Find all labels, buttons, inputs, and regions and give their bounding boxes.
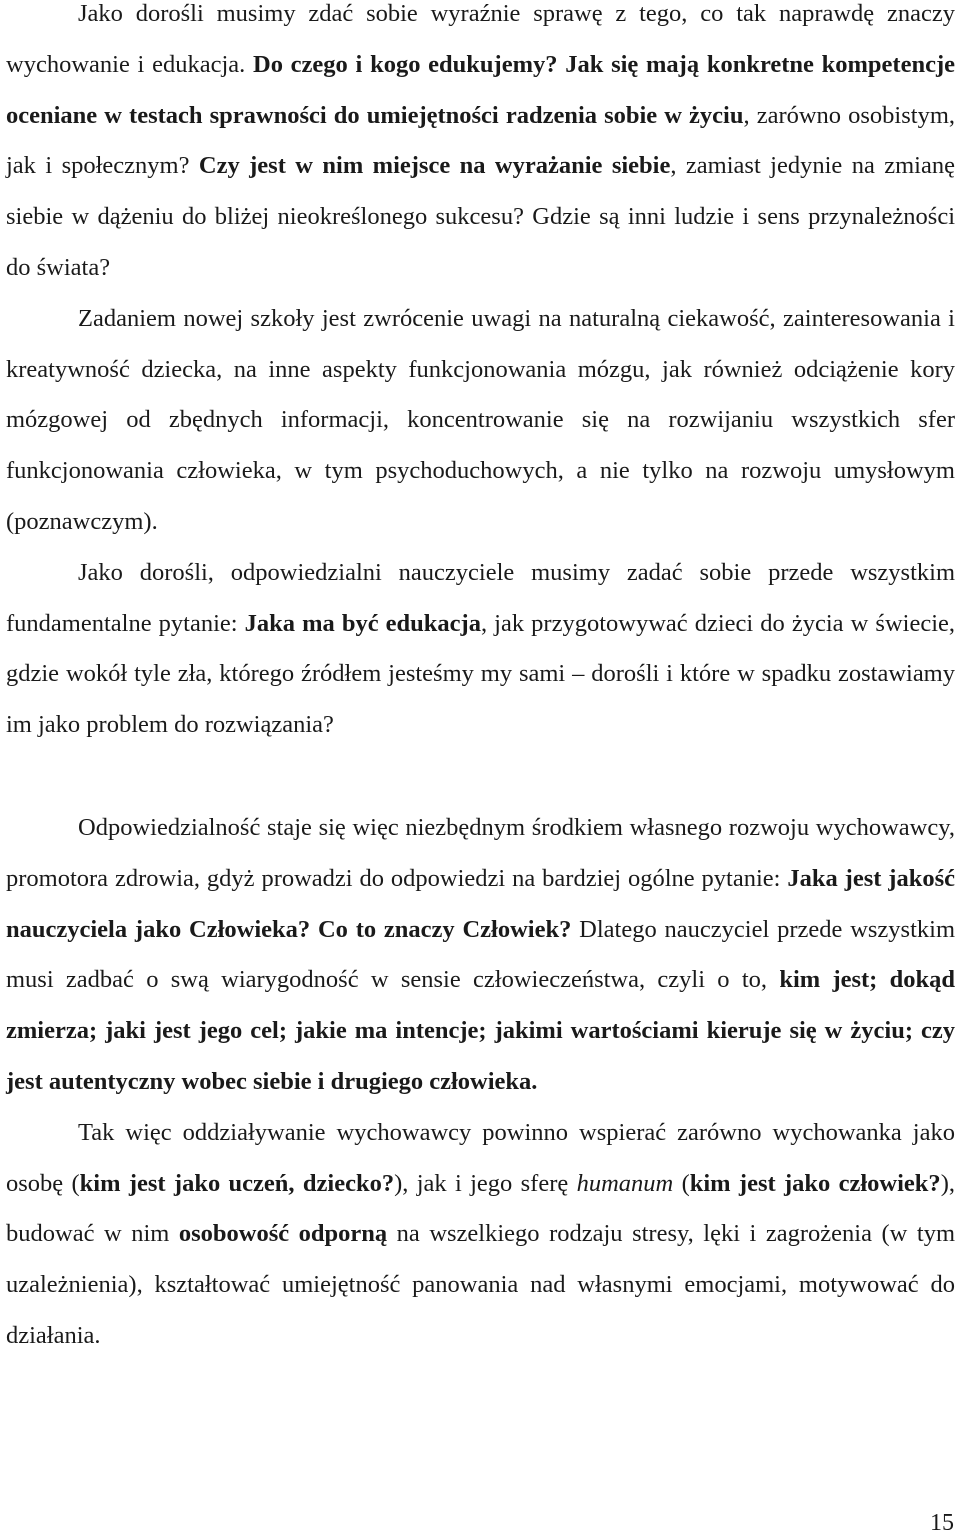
text-segment: ( (673, 1169, 690, 1197)
bold-text: Jaka jest jakość nauczyciela jako Człowieka? Co to znaczy Człowiek? (6, 864, 956, 943)
text-segment: Jako dorośli, odpowiedzialni nauczyciele musimy zadać sobie przede wszystkim fundamentalne pytanie: (6, 558, 955, 637)
text-segment: ), jak i jego sferę (394, 1169, 577, 1197)
page-number: 15 (930, 1510, 954, 1536)
document-body (6, 0, 955, 1362)
paragraph-gap (6, 751, 955, 803)
text-segment: ), budować w nim (6, 1169, 955, 1248)
italic-text: humanum (576, 1169, 674, 1197)
text-segment: Zadaniem nowej szkoły jest zwrócenie uwagi na naturalną ciekawość, zainteresowania i kreatywność dziecka, na inne aspekty funkcjonowania mózgu, jak również odciążenie kory mózgowej od zbędnych informacji, koncentrowanie się na rozwijaniu wszystkich sfer funkcjonowania człowieka, w tym psychoduchowych, a nie tylko na rozwoju umysłowym (poznawczym). (6, 304, 955, 535)
text-segment: Dlatego nauczyciel przede wszystkim musi zadbać o swą wiarygodność w sensie człowieczeństwa, czyli o to, (6, 915, 955, 994)
bold-text: kim jest jako uczeń, dziecko? (79, 1169, 395, 1197)
text-segment: , zamiast jedynie na zmianę siebie w dążeniu do bliżej nieokreślonego sukcesu? Gdzie są inni ludzie i sens przynależności do świata? (6, 152, 955, 281)
paragraph (6, 0, 955, 294)
paragraph (6, 1108, 955, 1362)
bold-text: Jaka ma być edukacja (244, 609, 481, 637)
paragraph (6, 548, 955, 751)
text-segment: Tak więc oddziaływanie wychowawcy powinno wspierać zarówno wychowanka jako osobę ( (6, 1118, 955, 1197)
text-segment: Odpowiedzialność staje się więc niezbędnym środkiem własnego rozwoju wychowawcy, promotora zdrowia, gdyż prowadzi do odpowiedzi na bardziej ogólne pytanie: (6, 813, 955, 892)
paragraph (6, 803, 955, 1108)
text-segment: , jak przygotowywać dzieci do życia w świecie, gdzie wokół tyle zła, którego źródłem jesteśmy my sami – dorośli i które w spadku zostawiamy im jako problem do rozwiązania? (6, 609, 955, 739)
document-page (6, 0, 955, 1362)
bold-text: kim jest jako człowiek? (689, 1169, 941, 1197)
text-segment: , zarówno osobistym, jak i społecznym? (6, 101, 955, 180)
bold-text: Czy jest w nim miejsce na wyrażanie siebie (198, 152, 671, 180)
bold-text: osobowość odporną (178, 1220, 388, 1248)
bold-text: Do czego i kogo edukujemy? Jak się mają konkretne kompetencje oceniane w testach sprawności do umiejętności radzenia sobie w życiu (6, 50, 955, 129)
bold-text: kim jest; dokąd zmierza; jaki jest jego cel; jakie ma intencje; jakimi wartościami kieruje się w życiu; czy jest autentyczny wobec siebie i drugiego człowieka. (6, 966, 955, 1095)
paragraph (6, 294, 955, 548)
text-segment: Jako dorośli musimy zdać sobie wyraźnie sprawę z tego, co tak naprawdę znaczy wychowanie i edukacja. (6, 0, 955, 78)
text-segment: na wszelkiego rodzaju stresy, lęki i zagrożenia (w tym uzależnienia), kształtować umiejętność panowania nad własnymi emocjami, motywować do działania. (6, 1220, 956, 1349)
